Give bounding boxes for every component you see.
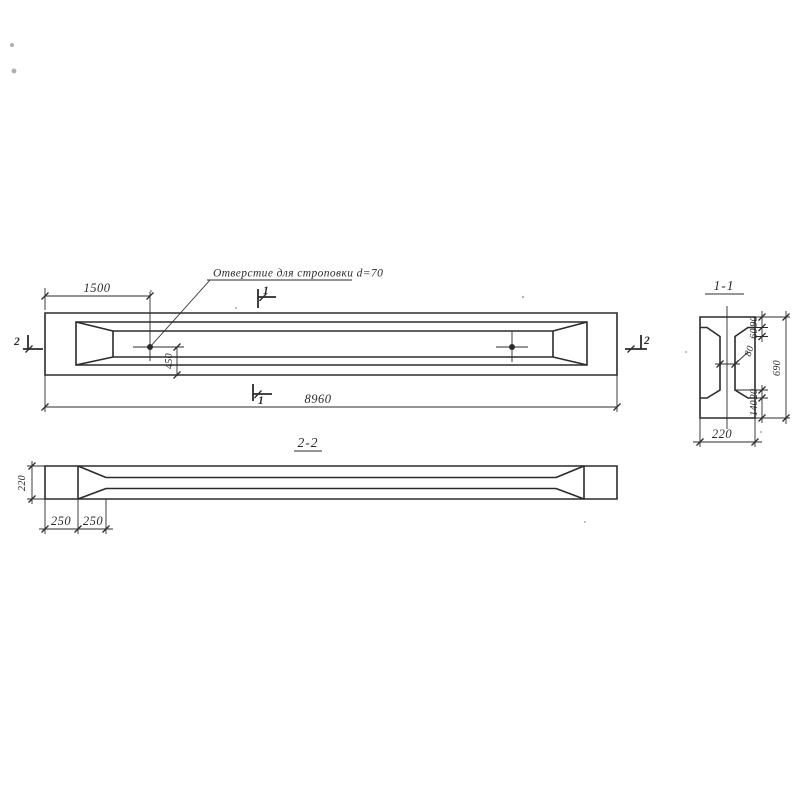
- section-mark-2-right: [625, 335, 650, 353]
- dim-8960-text: 8960: [304, 392, 332, 406]
- section-mark-2-right-label: 2: [644, 335, 650, 347]
- dim-90-text: 90: [749, 316, 760, 327]
- section-mark-1-bottom-label: 1: [258, 395, 264, 407]
- section-mark-2-left-lines: [23, 335, 43, 349]
- section-mark-1-top: [258, 285, 276, 308]
- scan-noise-specks: [10, 43, 762, 523]
- section-2-2-web-band: [106, 478, 556, 489]
- section-1-1-web-profile: [700, 328, 755, 399]
- dim-450-text: 450: [164, 353, 175, 369]
- section-1-1-title: 1-1: [713, 278, 735, 293]
- section-1-1-outline: [700, 317, 755, 418]
- dim-140-text: 140: [749, 400, 760, 416]
- dim-220-plan-text: 220: [17, 475, 28, 491]
- dimension-220-plan: [17, 461, 45, 504]
- dim-250-taper-text: 250: [82, 514, 104, 528]
- section-mark-2-left: [13, 335, 43, 353]
- dimension-690: [772, 311, 790, 424]
- section-mark-1-top-label: 1: [263, 285, 269, 297]
- dimension-chain-top: [749, 311, 766, 342]
- dim-60-text: 60: [749, 328, 760, 339]
- dimension-220-section: [693, 418, 762, 447]
- dim-20-text: 20: [749, 388, 760, 400]
- dimension-web-80: [715, 344, 757, 367]
- elevation-left-taper: [76, 322, 113, 365]
- section-2-2-end-blocks: [78, 466, 584, 499]
- elevation-web-band-lines: [113, 331, 553, 357]
- elevation-right-taper: [553, 322, 587, 365]
- section-2-2-title: 2-2: [297, 435, 319, 450]
- section-2-2-tapers: [78, 466, 584, 499]
- dimension-250-chain: [39, 499, 113, 534]
- dimension-8960: [42, 375, 621, 412]
- dim-1500-text: 1500: [83, 281, 111, 295]
- hole-left-crosshair: [133, 292, 184, 361]
- dimension-1500: [42, 281, 154, 310]
- section-1-1-view: [693, 278, 790, 447]
- section-2-2-outline: [45, 466, 617, 499]
- section-mark-2-left-label: 2: [14, 336, 20, 348]
- beam-elevation-view: [13, 268, 650, 413]
- dim-690-text: 690: [772, 360, 783, 376]
- dimension-450: [164, 344, 181, 379]
- hole-label-text: Отверстие для строповки d=70: [213, 267, 384, 280]
- hole-callout: [150, 268, 383, 348]
- dim-220-section-text: 220: [711, 427, 733, 441]
- section-mark-1-bottom: [253, 384, 272, 407]
- dim-80-text: 80: [742, 344, 757, 359]
- dim-250-end-text: 250: [50, 514, 72, 528]
- section-2-2-view: [17, 435, 617, 534]
